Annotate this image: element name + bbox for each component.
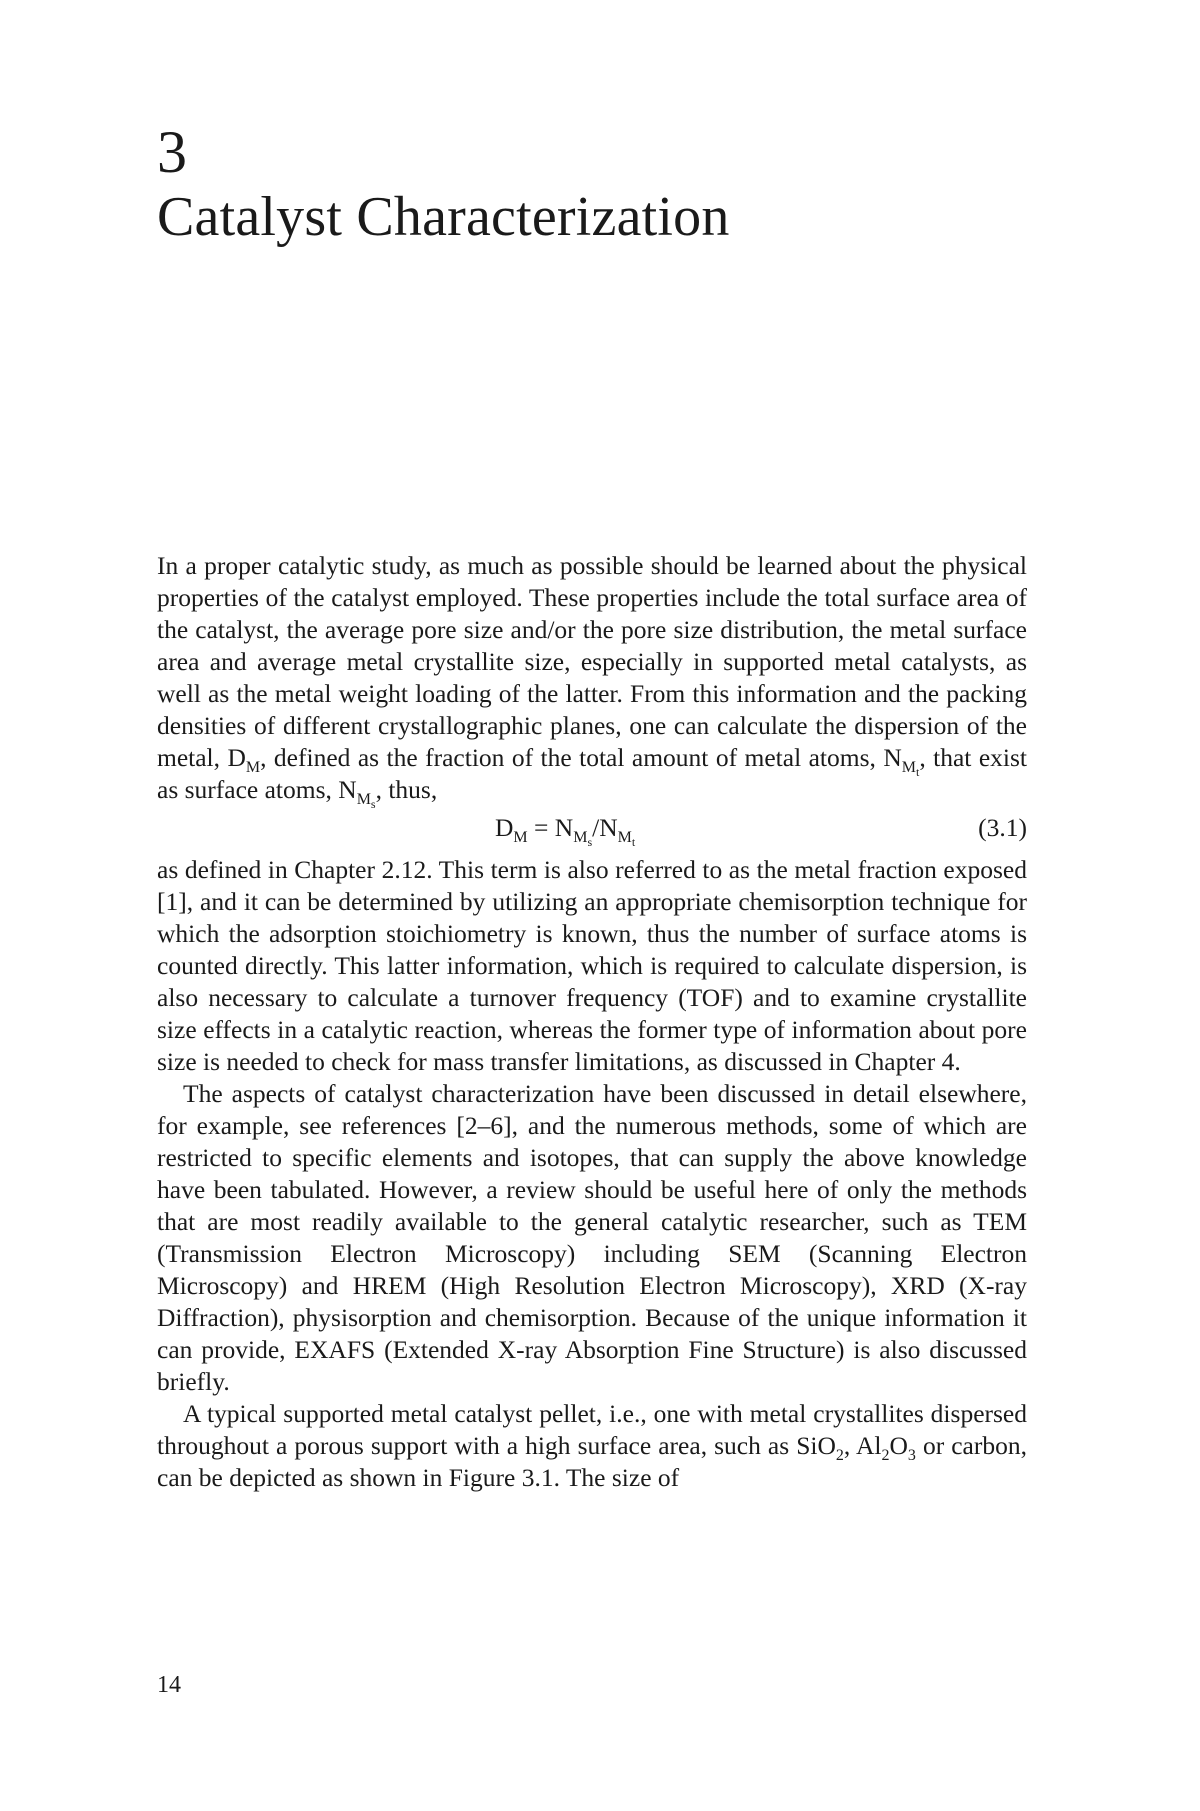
dispersion-subscript: M — [245, 759, 261, 777]
paragraph-intro — [157, 550, 1027, 812]
equation-3-1 — [157, 806, 1027, 854]
paragraph-intro-text-b: , defined as the fraction of the total amount of metal atoms, N — [260, 743, 902, 772]
body-text — [157, 550, 1027, 1494]
total-atoms-subscript: Mt — [901, 759, 920, 780]
paragraph-dispersion: as defined in Chapter 2.12. This term is also referred to as the metal fraction exposed [1], and it can be determined by utilizing an appropriate chemisorption technique for which the adsorption stoichiometry is known, thus the number of surface atoms is counted directly. This latter information, which is required to calculate dispersion, is also necessary to calculate a turnover frequency (TOF) and to examine crystallite size effects in a catalytic reaction, whereas the former type of information about pore size is needed to check for mass transfer limitations, as discussed in Chapter 4. — [157, 855, 1027, 1076]
page-number: 14 — [157, 1672, 181, 1698]
chapter-title: Catalyst Characterization — [157, 186, 730, 248]
surface-atoms-subscript: Ms — [356, 791, 376, 812]
paragraph-intro-text-c: , that exist as surface atoms, N — [157, 743, 1027, 804]
equation-number: (3.1) — [978, 813, 1027, 842]
paragraph-methods: The aspects of catalyst characterization have been discussed in detail elsewhere, for example, see references [2–6], and the numerous methods, some of which are restricted to specific elements and isotopes, that can supply the above knowledge have been tabulated. However, a review should be useful here of only the methods that are most readily available to the general catalytic researcher, such as TEM (Transmission Electron Microscopy) including SEM (Scanning Electron Microscopy) and HREM (High Resolution Electron Microscopy), XRD (X-ray Diffraction), physisorption and chemisorption. Because of the unique information it can provide, EXAFS (Extended X-ray Absorption Fine Structure) is also discussed briefly. — [157, 1079, 1027, 1396]
paragraph-intro-text-a: In a proper catalytic study, as much as possible should be learned about the physical properties of the catalyst employed. These properties include the total surface area of the catalyst, the average pore size and/or the pore size distribution, the metal surface area and average metal crystallite size, especially in supported metal catalysts, as well as the metal weight loading of the latter. From this information and the packing densities of different crystallographic planes, one can calculate the dispersion of the metal, D — [157, 551, 1027, 772]
paragraph-supported-catalyst: A typical supported metal catalyst pellet, i.e., one with metal crystallites dispersed throughout a porous support with a high surface area, such as SiO$_2$, $Al_2O_3$ or carbon, can be depicted as shown in Figure 3.1. The size of — [157, 1399, 1027, 1492]
paragraph-intro-text-d: , thus, — [375, 775, 438, 804]
equation-body: $D_M = N_{M_s}/N_{M_t}$ — [495, 813, 636, 850]
chapter-number: 3 — [157, 119, 187, 185]
